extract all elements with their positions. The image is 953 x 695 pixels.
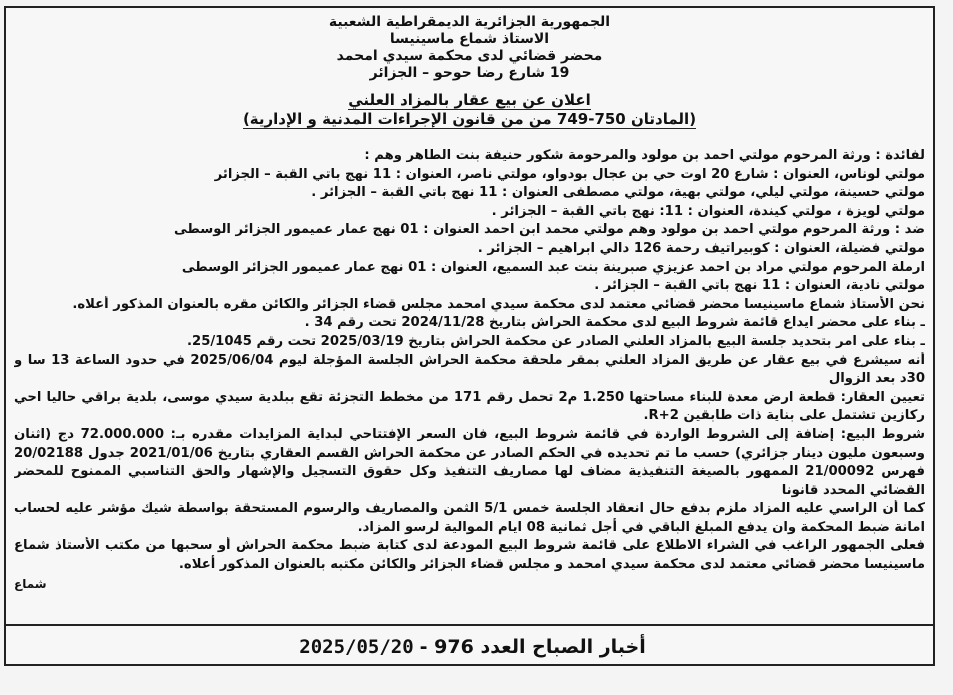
- signature: شماع: [14, 576, 47, 591]
- body-paragraph-property: تعيين العقار: قطعة ارض معدة للبناء مساحتها 1.250 م2 تحمل رقم 171 من مخطط التجزئة تقع ببلدية سيدي موسى، بلدية براقي حاليا احي ركازين تشتمل على بناية ذات طابقين R+2.: [14, 389, 925, 424]
- body-line-heir-2: مولتي حسينة، مولتي ليلي، مولتي بهية، مولتي مصطفى العنوان : 11 نهج باتي القبة – الجزائر .: [311, 185, 925, 201]
- announcement-subtitle: (المادتان 750-749 من من قانون الإجراءات المدنية و الإدارية): [242, 110, 697, 128]
- announcement-title: اعلان عن بيع عقار بالمزاد العلني: [348, 91, 591, 109]
- body-line-defendant-2: ارملة المرحوم مولتي مراد بن احمد عزيزي صبرينة بنت عبد السميع، العنوان : 01 نهج عمار عميمور الجزائر الوسطى: [181, 259, 925, 275]
- header-country: الجمهورية الجزائرية الديمقراطية الشعبية: [328, 14, 611, 30]
- body-line-order: ـ بناء على امر بتحديد جلسة البيع بالمزاد العلني الصادر عن محكمة الحراش بتاريخ 2025/03/19 تحت رقم 25/1045.: [187, 333, 925, 349]
- body-paragraph-conditions: شروط البيع: إضافة إلى الشروط الواردة في قائمة شروط البيع، فان السعر الإفتتاحي لبداية المزايدات مقدره بـ: 72.000.000 دج (اثنان وسبعون مليون دينار جزائري) حسب ما تم تحديده في الحكم الصادر عن محكمة الحراش القسم العقاري بتاريخ 2021/01/06 جدول 20/02188 فهرس 21/00092 الممهور بالصيغة التنفيذية مضاف لها مصاريف التنفيذ وكل حقوق التسجيل والإشهار والحق التناسبي الممنوح للمحضر القضائي المحدد قانونا: [14, 426, 925, 498]
- body-paragraph-payment: كما أن الراسي عليه المزاد ملزم بدفع حال انعقاد الجلسة خمس 5/1 الثمن والمصاريف والرسوم المستحقة بواسطة شيك مؤشر عليه لحساب امانة ضبط المحكمة وان يدفع المبلغ الباقي في أجل ثمانية 08 ايام الموالية لرسو المزاد.: [14, 501, 925, 535]
- body-line-beneficiary: لفائدة : ورثة المرحوم مولتي احمد بن مولود والمرحومة شكور حنيفة بنت الطاهر وهم :: [364, 148, 925, 163]
- body-line-defendant-1: مولتي فضيلة، العنوان : كوبيراتيف رحمة 126 دالي ابراهيم – الجزائر .: [477, 240, 925, 256]
- body-line-against: ضد : ورثة المرحوم مولتي احمد بن مولود وهم مولتي محمد ابن احمد العنوان : 01 نهج عمار عميمور الجزائر الوسطى: [174, 222, 925, 238]
- body-line-deposit: ـ بناء على محضر ايداع قائمة شروط البيع لدى محكمة الحراش بتاريخ 2024/11/28 تحت رقم 34 .: [304, 315, 925, 331]
- body-paragraph-public-notice: فعلى الجمهور الراغب في الشراء الاطلاع على قائمة شروط البيع المودعة لدى كتابة ضبط محكمة الحراش أو سحبها من مكتب الأستاذ شماع ماسينيسا محضر قضائي معتمد لدى محكمة سيدي امحمد و مجلس قضاء الجزائر والكائن مكتبه بالعنوان المذكور أعلاه.: [14, 538, 925, 573]
- letterhead: [14, 14, 925, 82]
- header-address: 19 شارع رضا حوحو – الجزائر: [369, 65, 570, 81]
- header-bailiff-name: الاستاذ شماع ماسينيسا: [389, 31, 550, 47]
- publication-name: أخبار الصباح العدد 976 -: [419, 636, 646, 658]
- body-paragraph-sale-date: أنه سيشرع في بيع عقار عن طريق المزاد العلني بمقر ملحقة محكمة الحراش الجلسة المؤجلة ليوم 2025/06/04 في حدود الساعة 13 سا و 30د بعد الزوال: [14, 352, 925, 387]
- body-line-heir-3: مولتي لويزة ، مولتي كيندة، العنوان : 11: نهج باتي القبة – الجزائر .: [491, 203, 925, 219]
- header-court: محضر قضائي لدى محكمة سيدي امحمد: [336, 48, 603, 64]
- publication-date: 2025/05/20: [299, 636, 414, 658]
- announcement-subtitle-wrap: [14, 110, 925, 129]
- body-line-heir-1: مولتي لوناس، العنوان : شارع 20 اوت حي بن عجال بودواو، مولتي ناصر، العنوان : 11 نهج باتي القبة – الجزائر: [214, 166, 925, 182]
- notice-frame: [4, 6, 935, 666]
- notice-content: [6, 8, 933, 664]
- publication-footer: [4, 624, 935, 668]
- body-line-bailiff: نحن الأستاذ شماع ماسينيسا محضر قضائي معتمد لدى محكمة سيدي امحمد مجلس قضاء الجزائر والكائن مقره بالعنوان المذكور أعلاه.: [72, 296, 925, 312]
- announcement-title-block: [14, 90, 925, 129]
- body-line-defendant-3: مولتي نادية، العنوان : 11 نهج باتي القبة – الجزائر .: [594, 278, 925, 294]
- notice-body: [14, 147, 925, 593]
